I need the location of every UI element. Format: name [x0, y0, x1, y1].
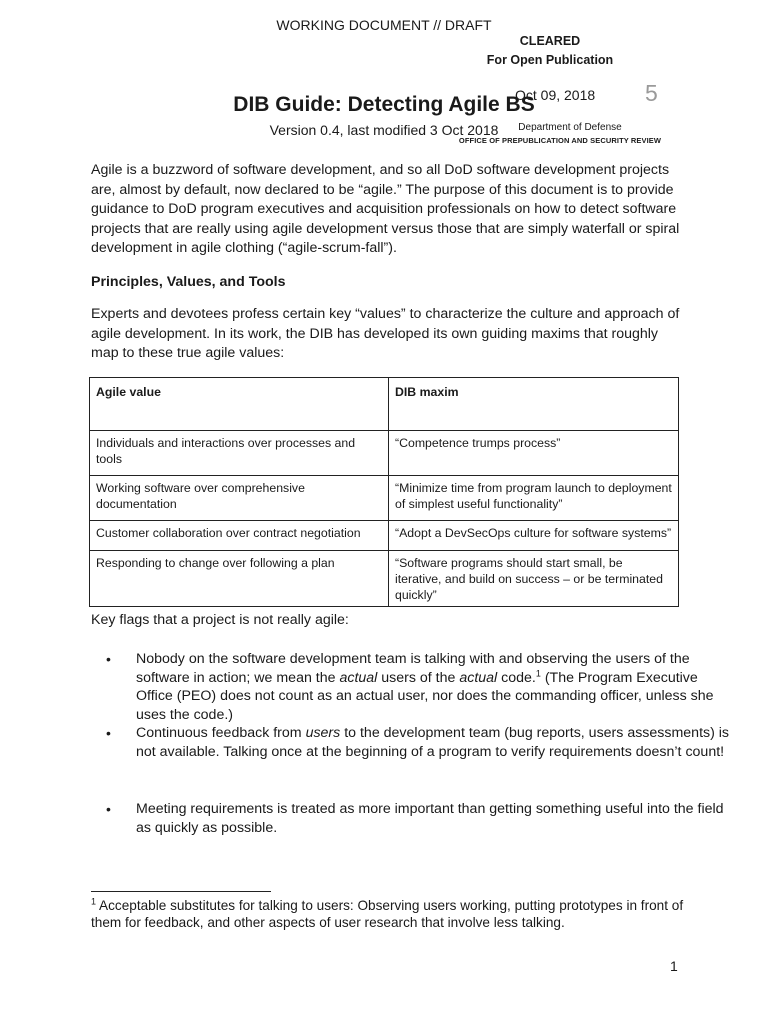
- flags-list-continued: [91, 800, 736, 837]
- table-cell: “Software programs should start small, be iterative, and build on success – or be terminated quickly”: [389, 551, 679, 607]
- flags-intro: Key flags that a project is not really agile:: [91, 612, 349, 628]
- table-row: [90, 476, 679, 521]
- clearance-stamp-date: Oct 09, 2018: [515, 87, 596, 103]
- clearance-stamp-office: OFFICE OF PREPUBLICATION AND SECURITY REVIEW: [458, 136, 662, 145]
- clearance-stamp-number: 5: [645, 80, 658, 106]
- table-cell: Working software over comprehensive documentation: [90, 476, 389, 521]
- list-item: [136, 650, 736, 724]
- table-row: [90, 521, 679, 551]
- bullet-text: to the development team (bug reports, users assessments) is not available. Talking once at the beginning of a program to verify requirements doesn’t count!: [136, 725, 730, 760]
- table-cell: Responding to change over following a plan: [90, 551, 389, 607]
- section-heading: Principles, Values, and Tools: [91, 274, 286, 290]
- table-row: [90, 551, 679, 607]
- bullet-text: (The Program Executive Office (PEO) does not count as an actual user, nor does the commanding officer, unless she uses the code.): [136, 669, 714, 723]
- bullet-emphasis: actual: [459, 669, 498, 686]
- table-row: [90, 431, 679, 476]
- clearance-stamp-agency: Department of Defense: [518, 122, 622, 133]
- bullet-text: Continuous feedback from: [136, 725, 306, 741]
- agile-values-table: [89, 377, 679, 607]
- document-title: DIB Guide: Detecting Agile BS: [233, 93, 535, 116]
- bullet-emphasis: actual: [339, 669, 378, 686]
- document-header: WORKING DOCUMENT // DRAFT: [276, 17, 492, 33]
- values-paragraph: Experts and devotees profess certain key “values” to characterize the culture and approach of agile development. In its work, the DIB has developed its own guiding maxims that roughly map to these true agile values:: [91, 306, 680, 362]
- intro-paragraph: Agile is a buzzword of software development, and so all DoD software development projects are, almost by default, now declared to be “agile.” The purpose of this document is to provide guidance to DoD program executives and acquisition professionals on how to detect software projects that are really using agile development versus those that are simply waterfall or spiral development in agile clothing (“agile-scrum-fall”).: [91, 162, 680, 257]
- table-header-cell: Agile value: [90, 378, 389, 431]
- footnote-divider: [91, 891, 271, 892]
- page-number: 1: [670, 958, 678, 974]
- table-cell: “Competence trumps process”: [389, 431, 679, 476]
- bullet-emphasis: users: [305, 725, 341, 741]
- list-item: [136, 724, 736, 761]
- bullet-text: Nobody on the software development team is talking with and observing the users of the software in action; we mean the: [136, 651, 690, 686]
- table-header-row: [90, 378, 679, 431]
- table-header-cell: DIB maxim: [389, 378, 679, 431]
- list-item: • Meeting requirements is treated as more important than getting something useful into the field as quickly as possible.: [136, 800, 736, 837]
- bullet-text: users of the: [377, 669, 460, 686]
- table-cell: Individuals and interactions over processes and tools: [90, 431, 389, 476]
- table-cell: Customer collaboration over contract negotiation: [90, 521, 389, 551]
- table-cell: “Minimize time from program launch to deployment of simplest useful functionality”: [389, 476, 679, 521]
- table-cell: “Adopt a DevSecOps culture for software systems”: [389, 521, 679, 551]
- clearance-stamp-publication: For Open Publication: [486, 53, 614, 67]
- footnote-number: 1: [91, 896, 97, 907]
- bullet-text: code.: [497, 669, 536, 686]
- flags-list: [91, 650, 736, 761]
- footnote: [91, 897, 691, 931]
- footnote-reference: 1: [535, 667, 541, 678]
- document-version: Version 0.4, last modified 3 Oct 2018: [269, 122, 499, 138]
- clearance-stamp-cleared: CLEARED: [519, 34, 581, 48]
- footnote-text: Acceptable substitutes for talking to users: Observing users working, putting prototypes in front of them for feedback, and other aspects of user research that involve less talking.: [91, 898, 684, 930]
